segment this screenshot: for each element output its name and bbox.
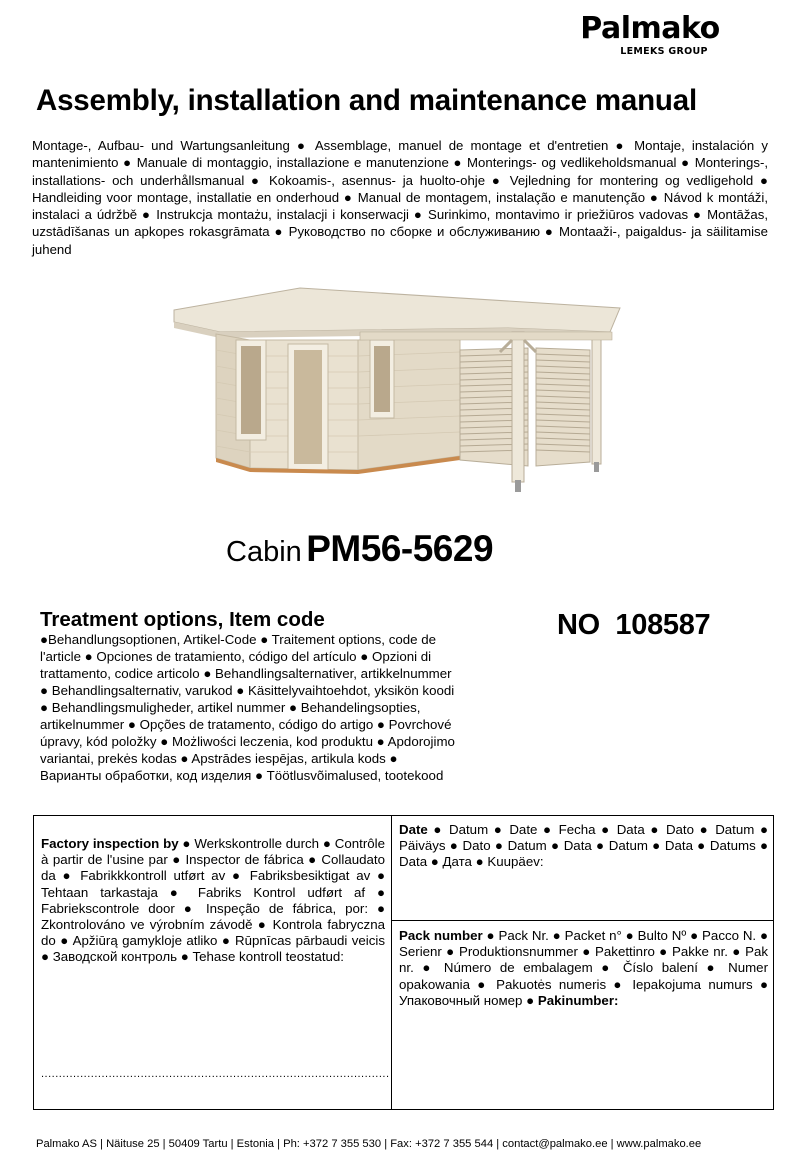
item-number: NO 108587 bbox=[557, 609, 711, 641]
cabin-roof bbox=[174, 288, 620, 332]
cabin-post-back bbox=[592, 334, 601, 464]
palmako-logo bbox=[562, 12, 738, 68]
cabin-louvre-screen bbox=[460, 348, 590, 466]
date-cell bbox=[392, 816, 773, 921]
logo-wordmark: Palmako bbox=[580, 11, 720, 46]
signature-line: .................................................................................................. bbox=[41, 1068, 390, 1080]
pack-number-translations: ● Pack Nr. ● Packet n° ● Bulto Nº ● Pacco N. ● Serienr ● Produktionsnummer ● Pakettinro ● Pakke nr. ● Pak nr. ● Número de embalagem ● Číslo balení ● Numer opakowania ● Pakuotės numeris ● Iepakojuma numurs ● Упаковочный номер ● bbox=[399, 928, 768, 1008]
factory-inspection-cell bbox=[34, 816, 392, 1109]
treatment-title: Treatment options, Item code bbox=[40, 608, 325, 631]
factory-inspection-translations: ● Werkskontrolle durch ● Contrôle à partir de l'usine par ● Inspector de fábrica ● Collaudato da ● Fabrikkkontroll utført av ● Fabriksbesiktigat av ● Tehtaan tarkastaja ● Fabriks Kontrol udført af ● Fabriekscontrole door ● Inspeção de fábrica, por: ● Zkontrolováno ve výrobním závodě ● Kontrola fabryczna do ● Apžiūrą gamykloje atliko ● Rūpnīcas pārbaudi veicis ● Заводской контроль ● bbox=[41, 836, 386, 965]
pack-number-end: Pakinumber: bbox=[537, 992, 619, 1008]
factory-inspection-end: Tehase kontroll teostatud: bbox=[192, 949, 344, 965]
factory-inspection-label: Factory inspection by bbox=[41, 836, 179, 851]
title-translations: Montage-, Aufbau- und Wartungsanleitung ● Assemblage, manuel de montage et d'entretien ● Montaje, instalación y mantenimiento ● Manuale di montaggio, installazione e manutenzione ● Monterings- og vedlikeholdsmanual ● Monterings-, installations- och underhållsmanual ● Kokoamis-, asennus- ja huolto-ohje ● Vejledning for montering og vedligehold ● Handleiding voor montage, installatie en onderhoud ● Manual de montagem, instalação e manutenção ● Návod k montáži, instalaci a údržbě ● Instrukcja montażu, instalacji i konserwacji ● Surinkimo, montavimo ir priežiūros vadovas ● Montāžas, uzstādīšanas un apkopes rokasgrāmata ● Руководство по сборке и обслуживанию ● Montaaži-, paigaldus- ja säilitamise juhend bbox=[32, 138, 768, 257]
cabin-illustration bbox=[160, 270, 630, 500]
cabin-post-front bbox=[512, 332, 524, 482]
pack-number-label: Pack number bbox=[399, 928, 483, 943]
date-label: Date bbox=[399, 822, 428, 837]
product-code: PM56-5629 bbox=[306, 528, 494, 569]
product-model bbox=[226, 528, 493, 570]
company-footer: Palmako AS | Näituse 25 | 50409 Tartu | Estonia | Ph: +372 7 355 530 | Fax: +372 7 355 544 | contact@palmako.ee | www.palmako.ee bbox=[36, 1138, 702, 1150]
treatment-translations: ●Behandlungsoptionen, Artikel-Code ● Traitement options, code de l'article ● Opciones de tratamiento, código del artículo ● Opzioni di trattamento, codice articolo ● Behandlingsalternativer, artikkelnummer ● Behandlingsalternativ, varukod ● Käsittelyvaihtoehdot, yksikön koodi ● Behandlingsmuligheder, artikel nummer ● Behandelingsopties, artikelnummer ● Opções de tratamento, código do artigo ● Povrchové úpravy, kód položky ● Możliwości leczenia, kod produktu ● Apdorojimo variantai, prekės kodas ● Apstrādes iespējas, artikula kods ● Варианты обработки, код изделия ● Töötlusvõimalused, tootekood bbox=[40, 632, 455, 783]
logo-group: LEMEKS GROUP bbox=[620, 46, 708, 57]
product-prefix: Cabin bbox=[226, 536, 302, 568]
manual-title: Assembly, installation and maintenance manual bbox=[36, 84, 697, 117]
date-translations: ● Datum ● Date ● Fecha ● Data ● Dato ● Datum ● Päiväys ● Dato ● Datum ● Data ● Datum ● Data ● Datums ● Data ● Дата ● Kuupäev: bbox=[399, 822, 768, 870]
pack-number-cell bbox=[392, 921, 773, 1109]
inspection-table bbox=[33, 815, 774, 1110]
